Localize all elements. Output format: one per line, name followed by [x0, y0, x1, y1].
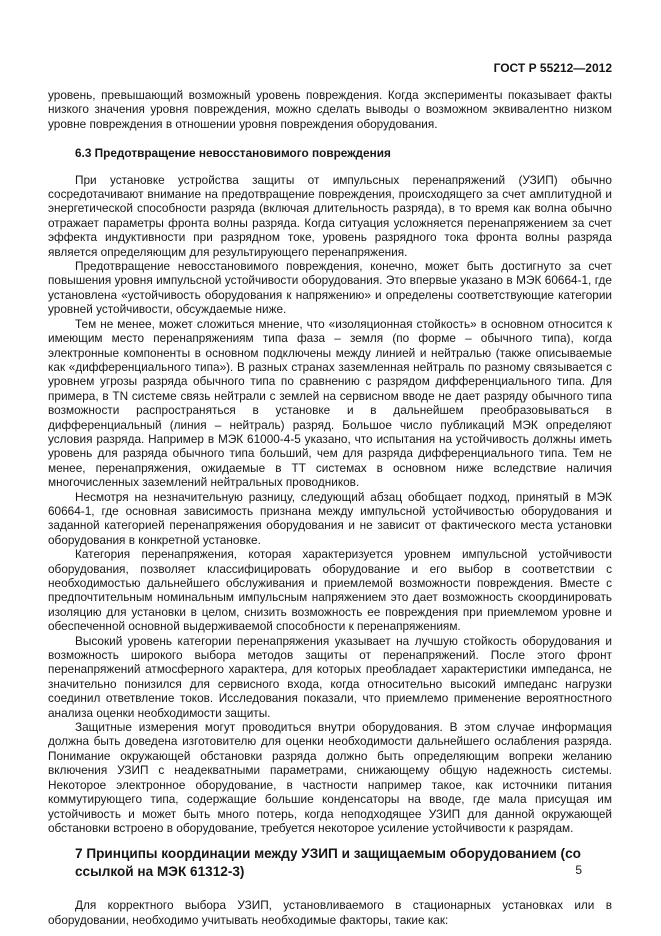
paragraph: Для корректного выбора УЗИП, установливаемого в стационарных установках или в оборудовании, необходимо учитывать необходимые факторы, такие как:	[48, 898, 612, 927]
standard-code: ГОСТ Р 55212—2012	[493, 61, 612, 75]
paragraph: При установке устройства защиты от импульсных перенапряжений (УЗИП) обычно сосредотачивают внимание на предотвращение повреждения, происходящего за счет амплитудной и энергетической способности разряда (включая длительность разряда), в то время как волна обычно отражает параметры фронта волны разряда. Когда ситуация усложняется перенапряжением за счет эффекта индуктивности при разрядном токе, уровень разрядного тока фронта волны разряда является определяющим для результирующего перенапряжения.	[48, 172, 612, 259]
paragraph: Высокий уровень категории перенапряжения указывает на лучшую стойкость оборудования и возможность широкого выбора методов защиты от перенапряжений. После этого фронт перенапряжений атмосферного характера, для которых преобладает характеристики импеданса, не значительно понизился для сервисного входа, когда относительно высокий импеданс нагрузки соединил ответвление токов. Исследования показали, что приемлемо применение вероятностного анализа оценки необходимости защиты.	[48, 633, 612, 720]
paragraph: Несмотря на незначительную разницу, следующий абзац обобщает подход, принятый в МЭК 60664-1, где основная зависимость признана между импульсной устойчивостью оборудования и заданной категорией перенапряжения оборудования и не зависит от фактического места установки оборудования в конкретной установке.	[48, 489, 612, 547]
paragraph: Защитные измерения могут проводиться внутри оборудования. В этом случае информация должна быть доведена изготовителю для оценки необходимости дальнейшего ослабления разряда. Понимание окружающей обстановки разряда должно быть определяющим вопреки желанию включения УЗИП с неадекватными параметрами, снижающему общую надежность системы. Некоторое электронное оборудование, в частности например такое, как источники питания коммутирующего типа, содержащие большие конденсаторы на вводе, где мала присущая им устойчивость и может быть много потерь, когда неподходящее УЗИП для данной окружающей обстановки встроено в оборудование, требуется некоторое усиление устойчивости к разрядам.	[48, 720, 612, 835]
page-number: 5	[575, 863, 582, 877]
paragraph: Категория перенапряжения, которая характеризуется уровнем импульсной устойчивости оборудования, позволяет классифицировать оборудование и его выбор в соответствии с необходимостью дальнейшего обслуживания и приемлемой возможности повреждения. Вместе с предпочтительным номинальным импульсным напряжением это дает возможность скоординировать изоляцию для установки в целом, снизить возможность ее повреждения при приемлемом уровне и обеспеченной основной выдерживаемой способности к перенапряжениям.	[48, 547, 612, 634]
paragraph: Предотвращение невосстановимого повреждения, конечно, может быть достигнуто за счет повышения уровня импульсной устойчивости оборудования. Это впервые указано в МЭК 60664-1, где установлена «устойчивость оборудования к напряжению» и определены соответствующие категории уровней устойчивости, обсуждаемые ниже.	[48, 259, 612, 317]
paragraph: Тем не менее, может сложиться мнение, что «изоляционная стойкость» в основном относится к имеющим место перенапряжениям типа фаза – земля (по форме – обычного типа), когда электронные компоненты в основном подключены между линией и нейтралью (также описываемые как «дифференциального типа»). В разных странах заземленная нейтраль по разному связывается с уровнем угрозы разряда обычного типа по сравнению с разрядом дифференциального типа. Для примера, в TN системе связь нейтрали с землей на сервисном вводе не дает разряду обычного типа возможности распространяться в установке и в дальнейшем преобразовываться в дифференциальный (линия – нейтраль) разряд. Большое число публикаций МЭК определяют условия разряда. Например в МЭК 61000-4-5 указано, что испытания на устойчивость должны иметь уровень для разряда обычного типа больший, чем для разряда дифференциального типа. Тем не менее, перенапряжения, ожидаемые в ТТ системах в основном ниже вследствие наличия многочисленных заземлений нейтральных проводников.	[48, 316, 612, 490]
section-heading-6-3: 6.3 Предотвращение невосстановимого повреждения	[75, 146, 391, 161]
section-heading-7: 7 Принципы координации между УЗИП и защищаемым оборудованием (со ссылкой на МЭК 61312-3)	[75, 846, 581, 879]
document-header	[48, 62, 612, 75]
continuation-paragraph: уровень, превышающий возможный уровень повреждения. Когда эксперименты показывает факты низкого значения уровня повреждения, можно сделать выводы о возможном эквивалентно низком уровне повреждения в отношении уровня повреждения оборудования.	[48, 88, 612, 131]
